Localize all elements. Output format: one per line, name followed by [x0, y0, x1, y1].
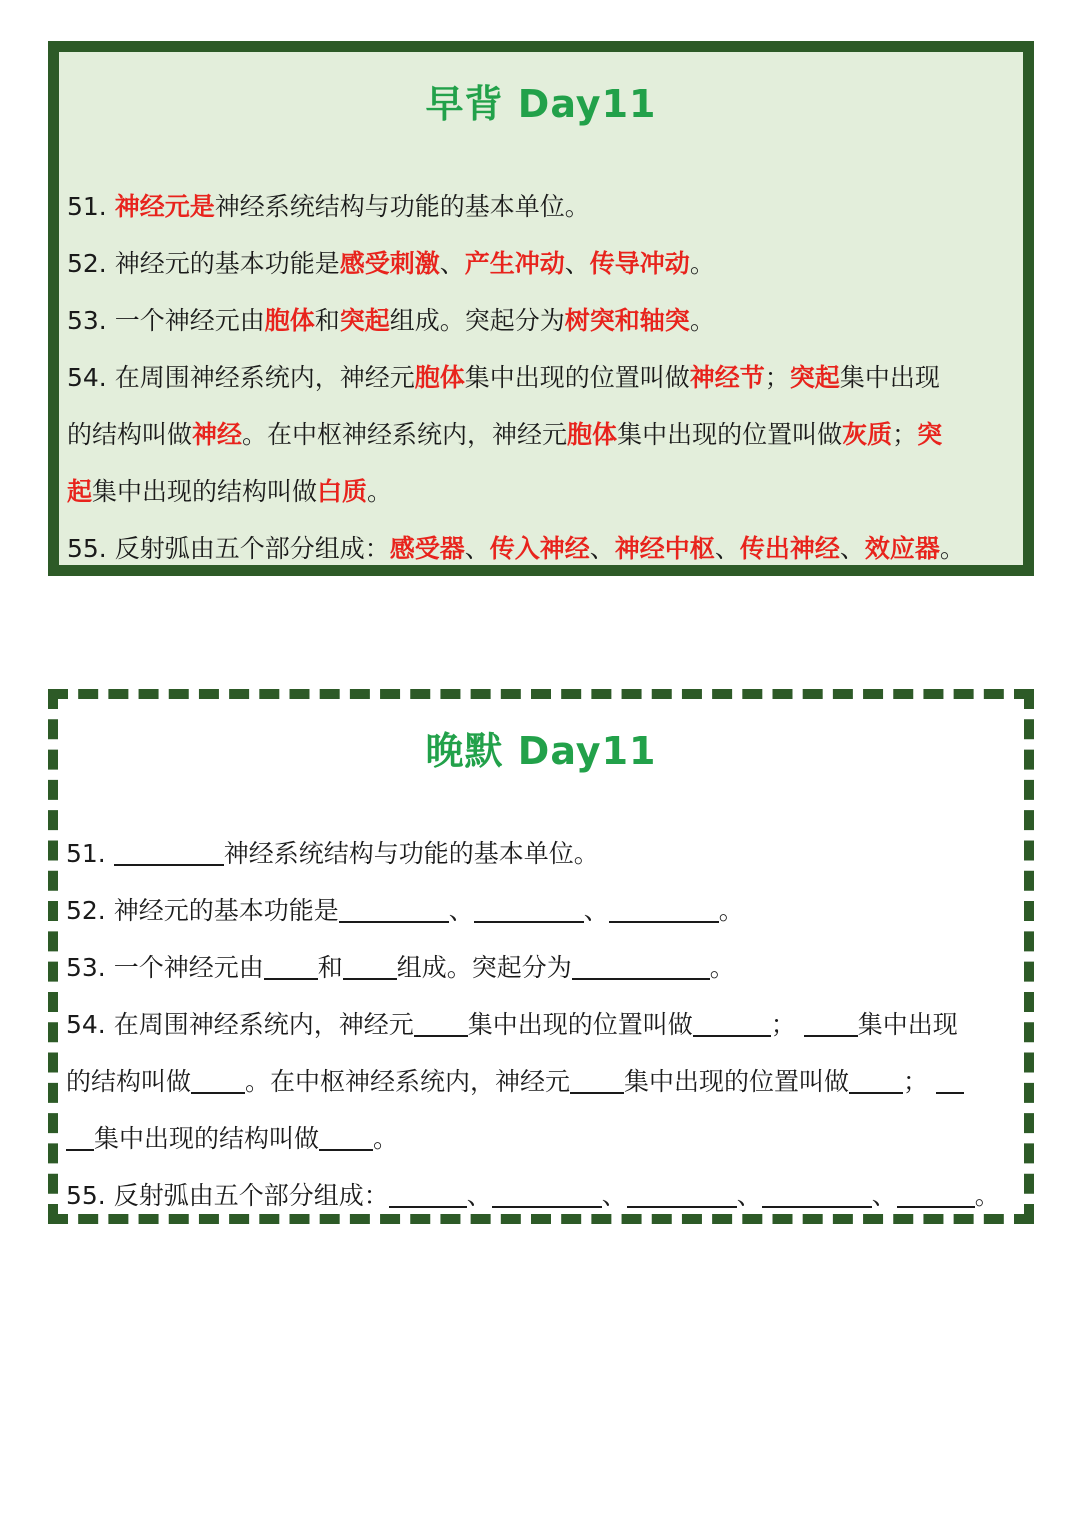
evening-item-line: [66, 1053, 1016, 1110]
item-text: 集中出现的位置叫做: [617, 420, 843, 449]
answer-blank: [693, 1007, 771, 1037]
item-text: ；: [892, 420, 918, 449]
answer-blank: [339, 893, 449, 923]
item-text: 。在中枢神经系统内，神经元: [245, 1067, 571, 1096]
item-text: 。: [709, 953, 735, 982]
item-number: 55.: [67, 534, 115, 563]
item-text: 集中出现的结构叫做: [92, 477, 318, 506]
item-text: 集中出现的结构叫做: [94, 1124, 320, 1153]
key-term: 感受刺激: [339, 249, 440, 278]
item-text: 的结构叫做: [67, 420, 193, 449]
item-number: 54.: [67, 363, 115, 392]
answer-blank: [414, 1007, 468, 1037]
answer-blank: [343, 950, 397, 980]
key-term: 神经中枢: [614, 534, 715, 563]
item-number: 53.: [66, 953, 114, 982]
key-term: 神经元是: [114, 192, 215, 221]
evening-card-title: 晚默 Day11: [425, 729, 657, 773]
key-term: 传出神经: [739, 534, 840, 563]
key-term: 灰质: [842, 420, 893, 449]
item-text: 反射弧由五个部分组成：: [114, 534, 390, 563]
answer-blank: [762, 1178, 872, 1208]
key-term: 效应器: [864, 534, 940, 563]
item-number: 51.: [67, 192, 115, 221]
key-term: 胞体: [567, 420, 618, 449]
item-text: 、: [736, 1181, 762, 1210]
evening-item-line: [66, 1110, 1016, 1167]
key-term: 神经节: [689, 363, 765, 392]
item-text: 。: [367, 477, 393, 506]
evening-item-line: [66, 996, 1016, 1053]
evening-item-line: [66, 939, 1016, 996]
key-term: 起: [67, 477, 93, 506]
item-text: 组成。突起分为: [396, 953, 572, 982]
item-text: 。: [689, 249, 715, 278]
item-number: 55.: [66, 1181, 114, 1210]
key-term: 突起: [789, 363, 840, 392]
morning-item-line: [67, 178, 1015, 235]
item-text: 神经系统结构与功能的基本单位。: [214, 192, 590, 221]
item-text: 、: [601, 1181, 627, 1210]
key-term: 树突和轴突: [564, 306, 690, 335]
item-text: ；: [770, 1010, 804, 1039]
item-text: 、: [464, 534, 490, 563]
item-text: ；: [764, 363, 790, 392]
key-term: 神经: [192, 420, 243, 449]
item-number: 52.: [67, 249, 115, 278]
item-text: 集中出现的位置叫做: [464, 363, 690, 392]
item-number: 51.: [66, 839, 114, 868]
morning-card-title: 早背 Day11: [425, 82, 657, 126]
answer-blank: [849, 1064, 903, 1094]
item-text: 。: [718, 896, 744, 925]
item-text: 、: [448, 896, 474, 925]
answer-blank: [66, 1121, 94, 1151]
item-number: 54.: [66, 1010, 114, 1039]
evening-item-line: [66, 1167, 1016, 1224]
item-text: 一个神经元由: [114, 306, 265, 335]
item-text: 。: [373, 1124, 399, 1153]
item-text: ；: [903, 1067, 936, 1096]
answer-blank: [264, 950, 318, 980]
item-text: 在周围神经系统内，神经元: [114, 363, 415, 392]
key-term: 传导冲动: [589, 249, 690, 278]
item-text: 、: [466, 1181, 492, 1210]
key-term: 胞体: [264, 306, 315, 335]
morning-item-list: [67, 178, 1015, 577]
key-term: 突: [917, 420, 943, 449]
answer-blank: [609, 893, 719, 923]
item-text: 组成。突起分为: [389, 306, 565, 335]
item-text: 神经系统结构与功能的基本单位。: [223, 839, 599, 868]
key-term: 白质: [317, 477, 368, 506]
morning-item-line: [67, 235, 1015, 292]
answer-blank: [804, 1007, 858, 1037]
morning-item-line: [67, 349, 1015, 406]
item-text: 、: [839, 534, 865, 563]
morning-item-line: [67, 292, 1015, 349]
morning-item-line: [67, 406, 1015, 463]
evening-item-line: [66, 882, 1016, 939]
item-text: 一个神经元由: [113, 953, 264, 982]
answer-blank: [191, 1064, 245, 1094]
item-text: 集中出现: [857, 1010, 958, 1039]
answer-blank: [627, 1178, 737, 1208]
key-term: 突起: [339, 306, 390, 335]
item-number: 53.: [67, 306, 115, 335]
key-term: 感受器: [389, 534, 465, 563]
key-term: 传入神经: [489, 534, 590, 563]
item-text: 、: [564, 249, 590, 278]
item-text: 神经元的基本功能是: [114, 249, 340, 278]
morning-item-line: [67, 463, 1015, 520]
answer-blank: [389, 1178, 467, 1208]
item-text: 集中出现的位置叫做: [467, 1010, 693, 1039]
item-text: 、: [871, 1181, 897, 1210]
morning-recite-card: [48, 41, 1034, 576]
item-text: 。: [689, 306, 715, 335]
answer-blank: [570, 1064, 624, 1094]
item-text: 。: [939, 534, 965, 563]
answer-blank: [114, 836, 224, 866]
evening-item-line: [66, 825, 1016, 882]
morning-item-line: [67, 520, 1015, 577]
item-text: 。在中枢神经系统内，神经元: [242, 420, 568, 449]
item-text: 、: [589, 534, 615, 563]
item-text: 集中出现的位置叫做: [624, 1067, 850, 1096]
answer-blank: [936, 1064, 964, 1094]
item-text: 。: [974, 1181, 1000, 1210]
answer-blank: [319, 1121, 373, 1151]
key-term: 产生冲动: [464, 249, 565, 278]
item-text: 、: [714, 534, 740, 563]
item-text: 和: [314, 306, 340, 335]
item-text: 的结构叫做: [66, 1067, 192, 1096]
item-text: 反射弧由五个部分组成：: [113, 1181, 389, 1210]
item-text: 在周围神经系统内，神经元: [113, 1010, 414, 1039]
item-text: 、: [583, 896, 609, 925]
key-term: 胞体: [414, 363, 465, 392]
answer-blank: [897, 1178, 975, 1208]
item-text: 集中出现: [839, 363, 940, 392]
item-text: 神经元的基本功能是: [113, 896, 339, 925]
answer-blank: [474, 893, 584, 923]
evening-dictation-card: [48, 689, 1034, 1224]
item-text: 和: [317, 953, 343, 982]
item-text: 、: [439, 249, 465, 278]
item-number: 52.: [66, 896, 114, 925]
evening-item-list: [66, 825, 1016, 1224]
answer-blank: [572, 950, 710, 980]
answer-blank: [492, 1178, 602, 1208]
